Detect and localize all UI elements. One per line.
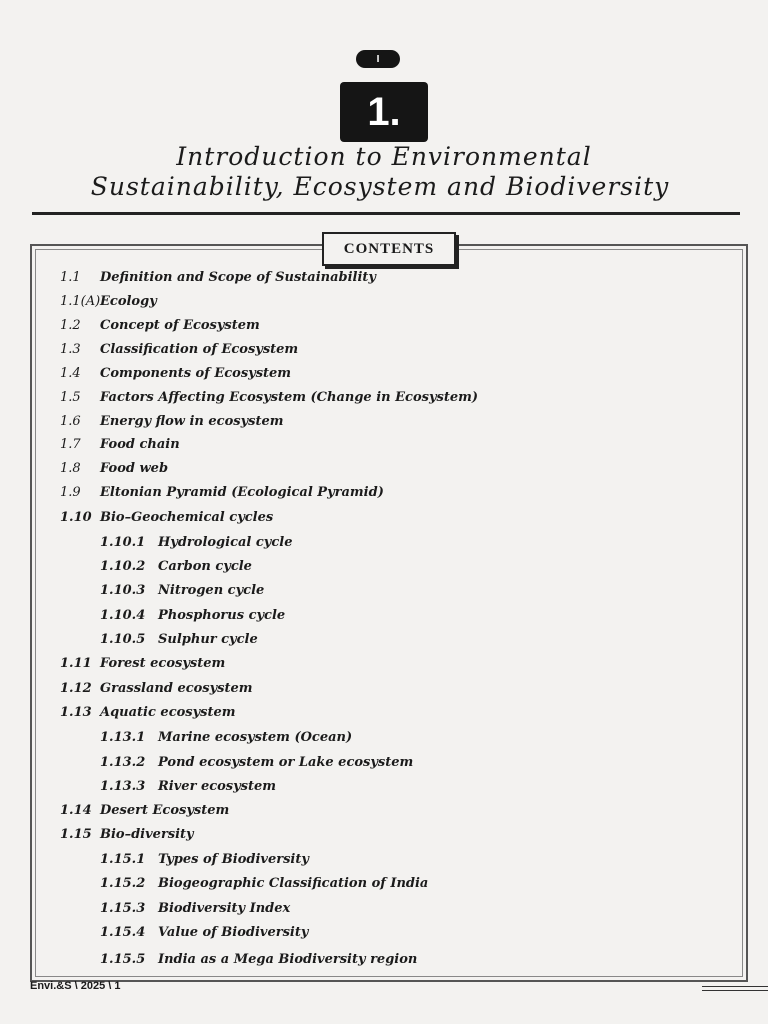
toc-entry-title: Food web xyxy=(100,461,169,476)
toc-entry-title: Classification of Ecosystem xyxy=(100,342,299,357)
toc-entry-title: Concept of Ecosystem xyxy=(100,318,260,333)
toc-entry-title: Ecology xyxy=(100,294,157,309)
toc-entry-number: 1.8 xyxy=(60,461,81,476)
toc-entry-title: Eltonian Pyramid (Ecological Pyramid) xyxy=(100,485,384,500)
toc-entry-title: Biogeographic Classification of India xyxy=(158,876,429,891)
toc-entry-title: Marine ecosystem (Ocean) xyxy=(158,730,353,745)
toc-entry-number: 1.10.2 xyxy=(100,559,146,574)
toc-entry-number: 1.7 xyxy=(60,437,81,452)
footer-rule xyxy=(702,986,768,987)
toc-entry-title: Sulphur cycle xyxy=(158,632,258,647)
toc-entry-number: 1.10.3 xyxy=(100,583,146,598)
toc-entry-number: 1.13 xyxy=(60,705,92,720)
toc-entry-title: Nitrogen cycle xyxy=(158,583,265,598)
toc-entry-number: 1.1 xyxy=(60,270,81,285)
toc-entry-number: 1.15.3 xyxy=(100,901,146,916)
toc-entry-number: 1.15.1 xyxy=(100,852,146,867)
toc-entry-title: Aquatic ecosystem xyxy=(100,705,236,720)
toc-entry-number: 1.13.1 xyxy=(100,730,146,745)
toc-entry-number: 1.15.4 xyxy=(100,925,146,940)
toc-entry-number: 1.12 xyxy=(60,681,92,696)
toc-entry-number: 1.5 xyxy=(60,390,81,405)
toc-entry-number: 1.3 xyxy=(60,342,81,357)
chapter-title-line-2: Sustainability, Ecosystem and Biodiversity xyxy=(90,172,670,201)
toc-entry-title: Phosphorus cycle xyxy=(158,608,286,623)
toc-entry-number: 1.1(A) xyxy=(60,294,101,309)
toc-entry-title: Definition and Scope of Sustainability xyxy=(100,270,376,285)
toc-entry-number: 1.13.2 xyxy=(100,755,146,770)
toc-entry-title: Value of Biodiversity xyxy=(158,925,309,940)
chapter-number: 1. xyxy=(340,82,428,142)
toc-entry-title: River ecosystem xyxy=(158,779,277,794)
toc-entry-title: Pond ecosystem or Lake ecosystem xyxy=(158,755,414,770)
toc-entry-number: 1.15.5 xyxy=(100,952,146,967)
toc-entry-number: 1.13.3 xyxy=(100,779,146,794)
toc-entry-title: Bio–Geochemical cycles xyxy=(100,510,274,525)
toc-entry-number: 1.10 xyxy=(60,510,92,525)
toc-entry-number: 1.15.2 xyxy=(100,876,146,891)
toc-entry-title: Grassland ecosystem xyxy=(100,681,253,696)
toc-entry-number: 1.2 xyxy=(60,318,81,333)
contents-heading: CONTENTS xyxy=(322,232,456,266)
toc-entry-title: Desert Ecosystem xyxy=(100,803,230,818)
toc-entry-title: Bio–diversity xyxy=(100,827,194,842)
toc-entry-number: 1.11 xyxy=(60,656,92,671)
toc-entry-title: Components of Ecosystem xyxy=(100,366,292,381)
toc-entry-title: Forest ecosystem xyxy=(100,656,226,671)
toc-entry-title: Carbon cycle xyxy=(158,559,252,574)
toc-entry-number: 1.10.4 xyxy=(100,608,146,623)
page-badge: I xyxy=(356,50,400,68)
toc-entry-title: Factors Affecting Ecosystem (Change in Ecosystem) xyxy=(100,390,479,405)
title-divider xyxy=(32,212,740,215)
chapter-title-line-1: Introduction to Environmental xyxy=(176,142,592,171)
toc-entry-number: 1.4 xyxy=(60,366,81,381)
toc-entry-number: 1.10.5 xyxy=(100,632,146,647)
toc-entry-number: 1.9 xyxy=(60,485,81,500)
toc-entry-number: 1.6 xyxy=(60,414,81,429)
toc-entry-title: Types of Biodiversity xyxy=(158,852,309,867)
toc-entry-title: Food chain xyxy=(100,437,180,452)
toc-entry-title: Hydrological cycle xyxy=(158,535,293,550)
toc-entry-title: Biodiversity Index xyxy=(158,901,291,916)
footer-rule-2 xyxy=(702,990,768,991)
toc-entry-number: 1.14 xyxy=(60,803,92,818)
toc-entry-number: 1.15 xyxy=(60,827,92,842)
toc-entry-title: Energy flow in ecosystem xyxy=(100,414,284,429)
toc-entry-title: India as a Mega Biodiversity region xyxy=(158,952,418,967)
page-footer: Envi.&S \ 2025 \ 1 xyxy=(30,980,121,992)
toc-entry-number: 1.10.1 xyxy=(100,535,146,550)
